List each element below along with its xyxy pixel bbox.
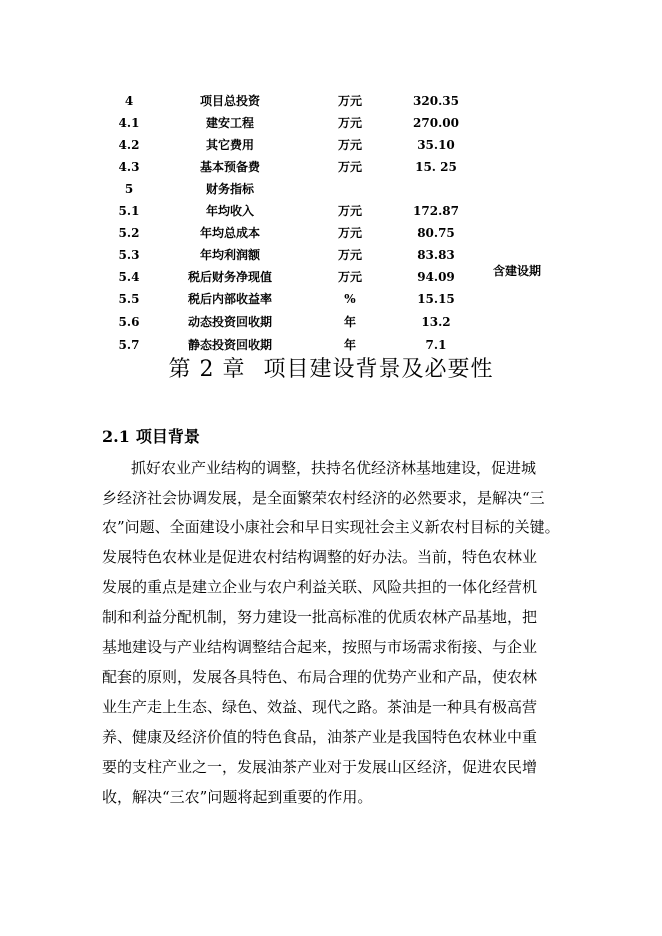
row-number: 5.6 [118,315,140,329]
row-value: 13.2 [421,315,451,329]
row-item: 建安工程 [205,116,254,130]
row-unit: 万元 [337,248,362,262]
row-value: 320.35 [413,94,459,108]
paragraph-line: 乡经济社会协调发展，是全面繁荣农村经济的必然要求，是解决“三 [102,489,545,507]
row-item: 年均收入 [205,204,254,218]
chapter-number: 第 2 章 [168,357,246,382]
row-number: 5.1 [118,204,140,218]
table-row [0,222,662,244]
paragraph-line: 发展的重点是建立企业与农户利益关联、风险共担的一体化经营机 [102,578,538,596]
row-value: 94.09 [417,270,455,284]
row-unit: 万元 [337,204,362,218]
row-number: 4.3 [118,160,140,174]
row-value: 35.10 [417,138,455,152]
table-row [0,200,662,222]
table-row [0,90,662,112]
row-item: 年均利润额 [199,248,260,262]
section-heading [102,424,200,447]
row-number: 5.7 [118,338,140,352]
row-number: 4.1 [118,116,140,130]
paragraph-line: 发展特色农林业是促进农村结构调整的好办法。当前，特色农林业 [102,548,538,566]
row-unit: 万元 [337,94,362,108]
row-item: 税后内部收益率 [187,292,272,306]
row-item: 项目总投资 [199,94,260,108]
paragraph-line: 收，解决“三农”问题将起到重要的作用。 [102,788,373,806]
construction-period-remark: 含建设期 [492,264,541,278]
row-item: 基本预备费 [199,160,260,174]
row-item: 年均总成本 [199,226,260,240]
row-value: 15. 25 [415,160,457,174]
row-value: 172.87 [413,204,459,218]
row-number: 5.4 [118,270,140,284]
paragraph-line: 养、健康及经济价值的特色食品，油茶产业是我国特色农林业中重 [102,728,538,746]
row-unit: 万元 [337,160,362,174]
table-row [0,266,662,288]
row-value: 15.15 [417,292,455,306]
row-unit: 万元 [337,116,362,130]
row-unit: 万元 [337,226,362,240]
row-item: 其它费用 [205,138,254,152]
paragraph-line: 制和利益分配机制，努力建设一批高标准的优质农林产品基地，把 [102,608,538,626]
section-number: 2.1 [102,427,130,446]
row-number: 5.2 [118,226,140,240]
row-item: 静态投资回收期 [187,338,272,352]
row-unit: 年 [343,338,356,352]
table-row [0,156,662,178]
paragraph-line: 配套的原则，发展各具特色、布局合理的优势产业和产品，使农林 [102,668,538,686]
chapter-title: 项目建设背景及必要性 [263,357,494,382]
row-unit: 万元 [337,270,362,284]
table-row [0,134,662,156]
row-unit: % [344,292,356,306]
row-number: 5.3 [118,248,140,262]
paragraph-line: 农”问题、全面建设小康社会和早日实现社会主义新农村目标的关键。 [102,518,560,536]
paragraph-line: 抓好农业产业结构的调整，扶持名优经济林基地建设，促进城 [131,459,537,477]
row-number: 5 [124,182,134,196]
row-item: 财务指标 [205,182,254,196]
table-row [0,178,662,200]
row-number: 5.5 [118,292,140,306]
row-unit: 年 [343,315,356,329]
chapter-heading [0,352,662,383]
table-row [0,288,662,310]
row-item: 税后财务净现值 [187,270,272,284]
row-number: 4.2 [118,138,140,152]
row-value: 83.83 [417,248,455,262]
table-row [0,311,662,333]
row-value: 7.1 [425,338,447,352]
paragraph-line: 要的支柱产业之一，发展油茶产业对于发展山区经济，促进农民增 [102,758,538,776]
paragraph-line: 基地建设与产业结构调整结合起来，按照与市场需求衔接、与企业 [102,638,538,656]
table-row [0,244,662,266]
row-number: 4 [124,94,134,108]
table-row [0,112,662,134]
paragraph-line: 业生产走上生态、绿色、效益、现代之路。茶油是一种具有极高营 [102,698,538,716]
row-value: 270.00 [413,116,459,130]
row-item: 动态投资回收期 [187,315,272,329]
section-title: 项目背景 [135,427,200,446]
row-value: 80.75 [417,226,455,240]
row-unit: 万元 [337,138,362,152]
